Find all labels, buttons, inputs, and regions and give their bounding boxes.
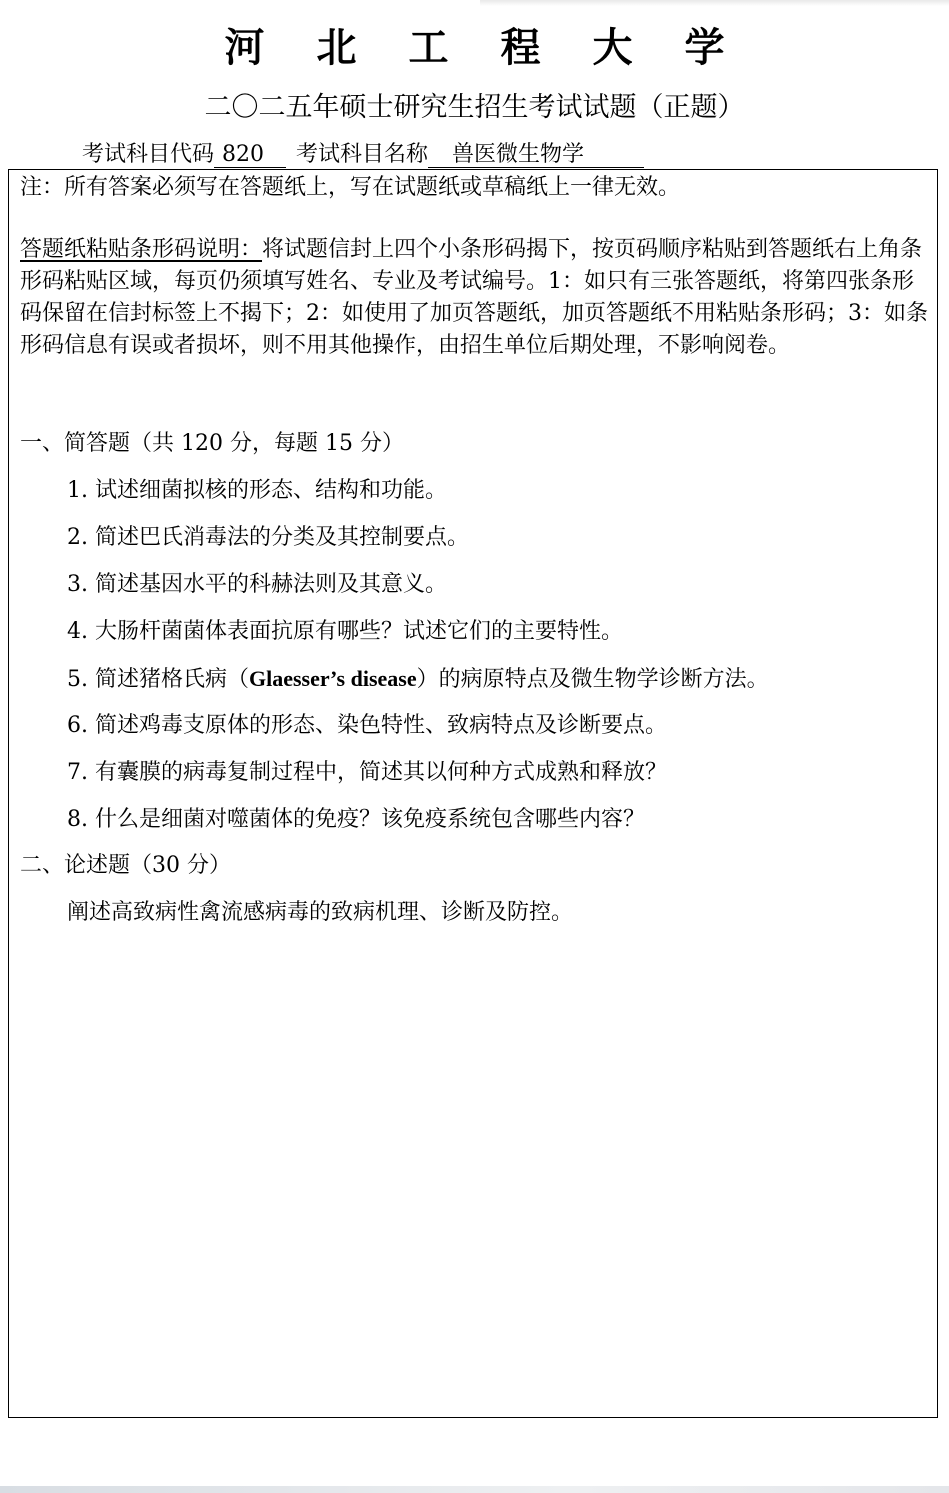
question-6: 6. 简述鸡毒支原体的形态、染色特性、致病特点及诊断要点。 (67, 713, 667, 738)
question-5-latin: Glaesser’s disease (248, 666, 417, 691)
subject-name-label: 考试科目名称 (296, 142, 429, 167)
question-8: 8. 什么是细菌对噬菌体的免疫？该免疫系统包含哪些内容？ (67, 807, 645, 832)
subject-line (82, 139, 644, 171)
barcode-text: 将试题信封上四个小条形码揭下，按页码顺序粘贴到答题纸右上角条形码粘贴区域，每页仍须填写姓名、专业及考试编号。1：如只有三张答题纸，将第四张条形码保留在信封标签上不揭下；2：如使用了加页答题纸，加页答题纸不用粘贴条形码；3：如条形码信息有误或者损坏，则不用其他操作，由招生单位后期处理，不影响阅卷。 (20, 237, 928, 358)
question-2: 2. 简述巴氏消毒法的分类及其控制要点。 (67, 525, 469, 550)
university-name: 河北工程大学 (224, 24, 777, 71)
answer-sheet-note: 注：所有答案必须写在答题纸上，写在试题纸或草稿纸上一律无效。 (20, 175, 681, 200)
question-4: 4. 大肠杆菌菌体表面抗原有哪些？试述它们的主要特性。 (67, 619, 623, 644)
barcode-heading: 答题纸粘贴条形码说明： (20, 237, 263, 262)
question-5 (67, 663, 769, 696)
top-edge-shadow (480, 0, 949, 6)
question-3: 3. 简述基因水平的科赫法则及其意义。 (67, 572, 447, 597)
question-5-prefix: 5. 简述猪格氏病（ (67, 667, 249, 692)
subject-code-label: 考试科目代码 (82, 142, 215, 167)
essay-question: 阐述高致病性禽流感病毒的致病机理、诊断及防控。 (67, 900, 574, 925)
question-7: 7. 有囊膜的病毒复制过程中，简述其以何种方式成熟和释放？ (67, 760, 667, 785)
section-title-essay: 二、论述题（30 分） (20, 853, 231, 878)
exam-title: 二〇二五年硕士研究生招生考试试题（正题） (204, 92, 745, 123)
subject-code-value: 820 (214, 143, 286, 168)
subject-name-value: 兽医微生物学 (428, 143, 644, 168)
question-1: 1. 试述细菌拟核的形态、结构和功能。 (67, 478, 447, 503)
question-5-suffix: ）的病原特点及微生物学诊断方法。 (416, 667, 769, 692)
bottom-edge-shadow (0, 1486, 949, 1493)
section-title-short-answer: 一、简答题（共 120 分，每题 15 分） (20, 431, 404, 456)
barcode-instructions (20, 234, 930, 362)
